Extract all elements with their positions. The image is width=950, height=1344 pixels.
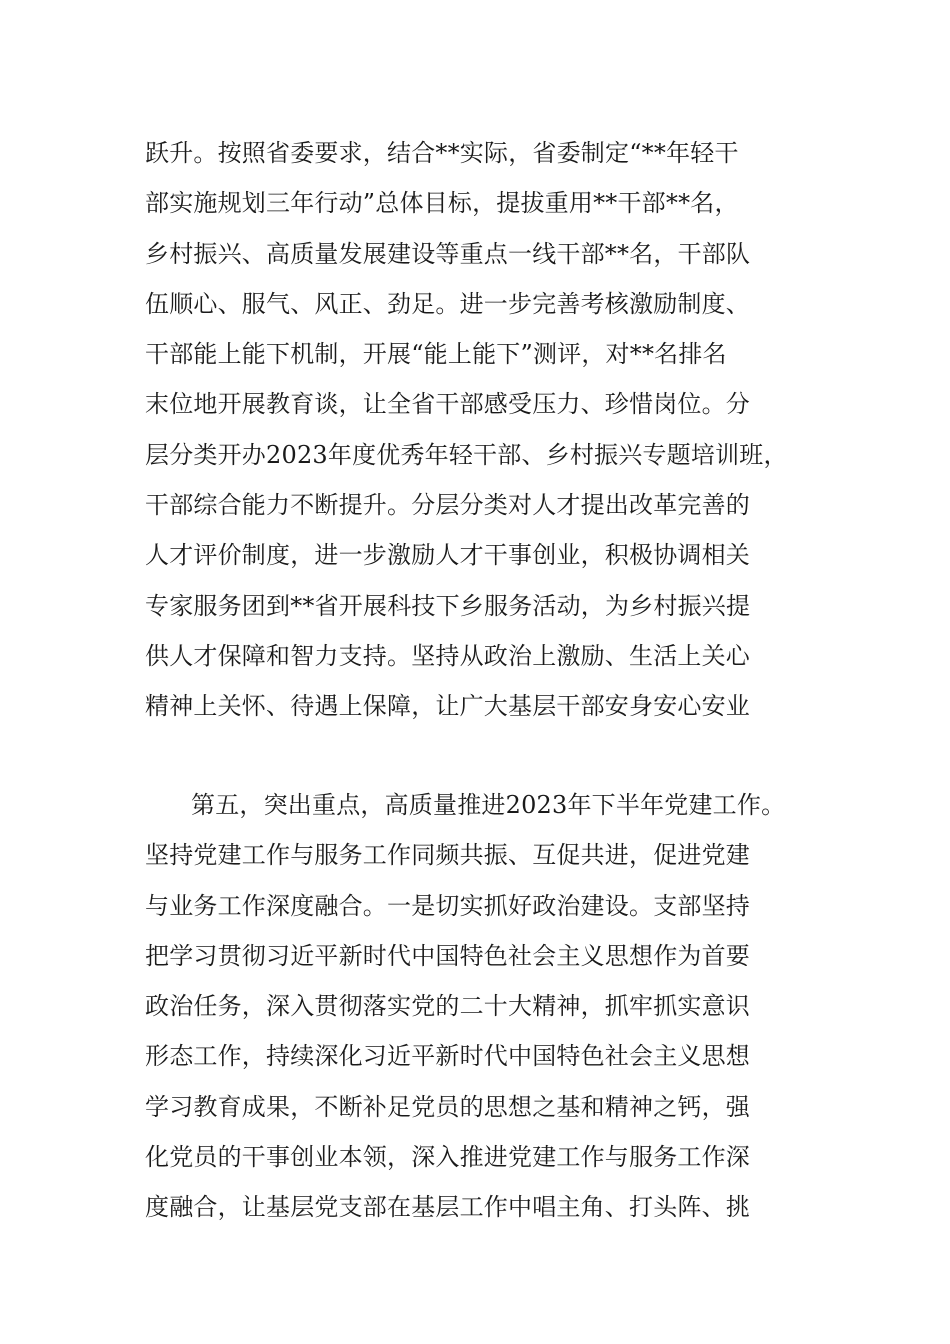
text-line: 专家服务团到**省开展科技下乡服务活动，为乡村振兴提 xyxy=(145,591,751,620)
text-line: 坚持党建工作与服务工作同频共振、互促共进，促进党建 xyxy=(145,841,750,870)
text-line: 层分类开办2023年度优秀年轻干部、乡村振兴专题培训班， xyxy=(145,440,788,469)
text-line: 人才评价制度，进一步激励人才干事创业，积极协调相关 xyxy=(145,541,750,570)
text-line: 供人才保障和智力支持。坚持从政治上激励、生活上关心 xyxy=(145,641,750,670)
text-line: 部实施规划三年行动”总体目标，提拔重用**干部**名， xyxy=(145,189,739,218)
paragraph-cadre-development xyxy=(145,128,845,732)
text-line: 把学习贯彻习近平新时代中国特色社会主义思想作为首要 xyxy=(145,941,750,970)
text-line: 形态工作，持续深化习近平新时代中国特色社会主义思想 xyxy=(145,1042,750,1071)
text-line: 精神上关怀、待遇上保障，让广大基层干部安身安心安业 xyxy=(145,692,750,721)
text-line: 干部能上能下机制，开展“能上能下”测评，对**名排名 xyxy=(145,340,727,369)
text-line: 乡村振兴、高质量发展建设等重点一线干部**名，干部队 xyxy=(145,239,751,268)
text-line: 度融合，让基层党支部在基层工作中唱主角、打头阵、挑 xyxy=(145,1193,750,1222)
text-line: 干部综合能力不断提升。分层分类对人才提出改革完善的 xyxy=(145,491,750,520)
text-line-first: 第五，突出重点，高质量推进2023年下半年党建工作。 xyxy=(191,791,786,819)
text-line: 政治任务，深入贯彻落实党的二十大精神，抓牢抓实意识 xyxy=(145,992,750,1021)
text-line: 与业务工作深度融合。一是切实抓好政治建设。支部坚持 xyxy=(145,891,750,920)
text-line: 末位地开展教育谈，让全省干部感受压力、珍惜岗位。分 xyxy=(145,390,750,419)
paragraph-party-building xyxy=(145,780,845,1233)
text-line: 跃升。按照省委要求，结合**实际，省委制定“**年轻干 xyxy=(145,139,739,167)
text-line: 化党员的干事创业本领，深入推进党建工作与服务工作深 xyxy=(145,1143,750,1172)
text-line: 伍顺心、服气、风正、劲足。进一步完善考核激励制度、 xyxy=(145,289,750,318)
text-line: 学习教育成果，不断补足党员的思想之基和精神之钙，强 xyxy=(145,1092,750,1121)
